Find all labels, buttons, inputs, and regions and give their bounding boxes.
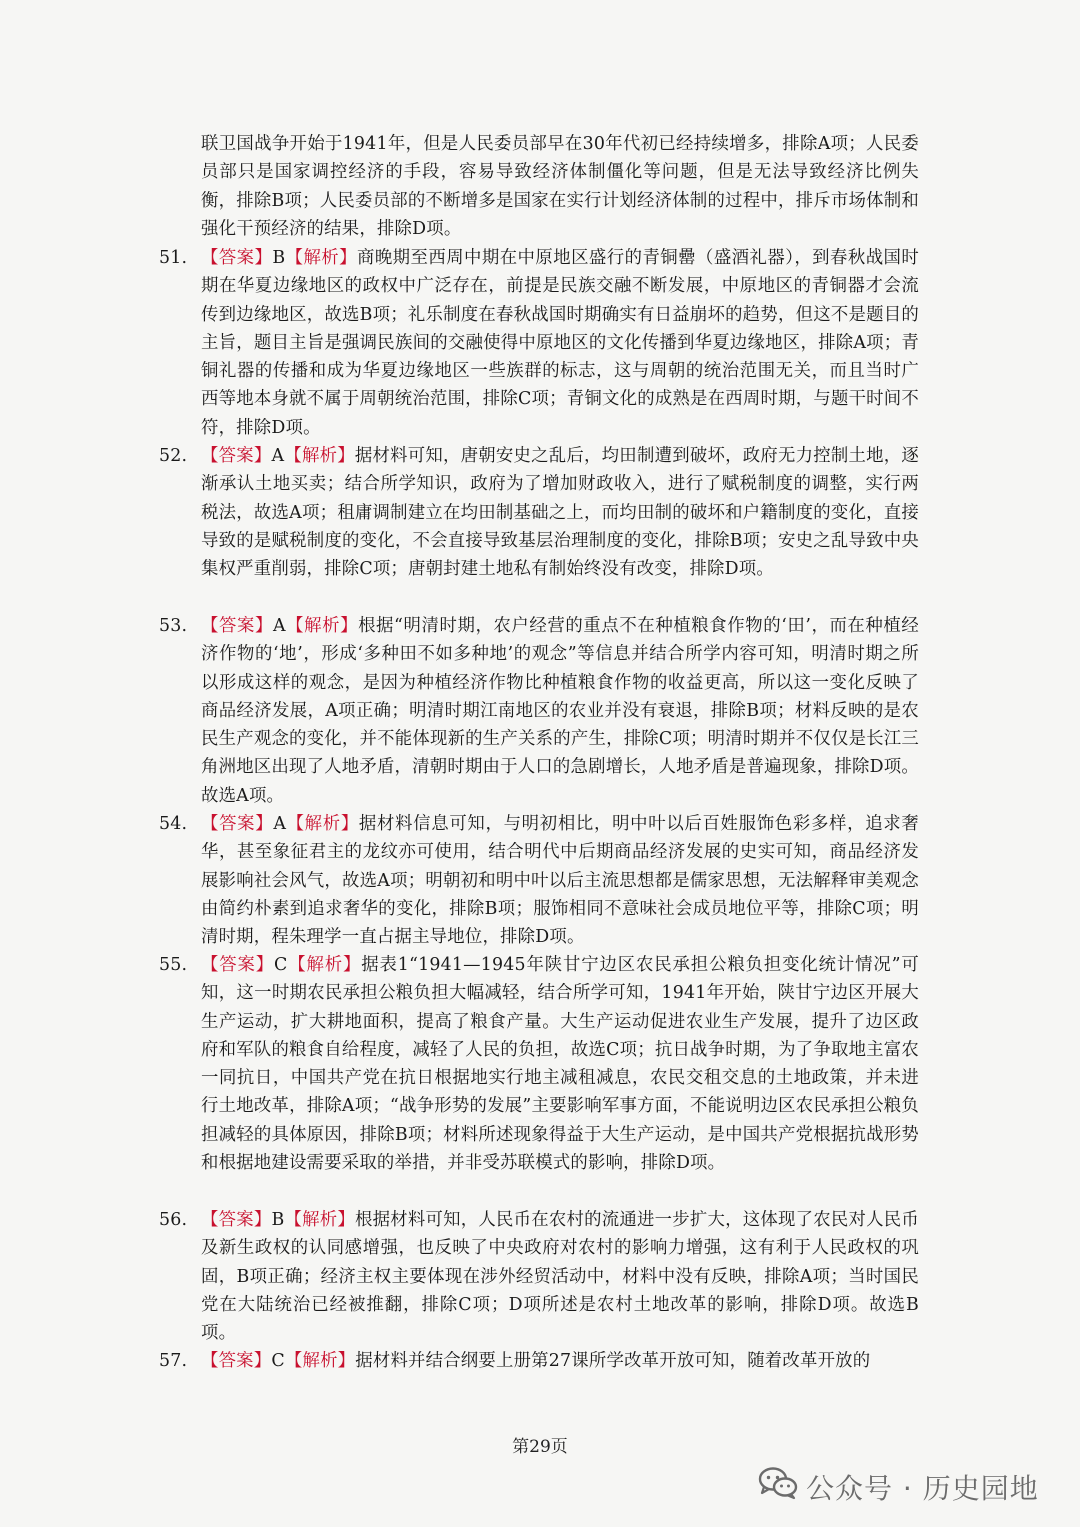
wechat-icon	[758, 1466, 798, 1507]
analysis-label: 【解析】	[285, 248, 357, 268]
intro-paragraph: 联卫国战争开始于1941年，但是人民委员部早在30年代初已经持续增多，排除A项；人民委员部只是国家调控经济的手段，容易导致经济体制僵化等问题，但是无法导致经济比例失衡，排除B项；人民委员部的不断增多是国家在实行计划经济体制的过程中，排斥市场体制和强化干预经济的结果，排除D项。	[201, 134, 919, 239]
item-number: 57.	[159, 1351, 188, 1371]
answer-item	[159, 810, 919, 951]
answer-item	[159, 1347, 919, 1375]
answer-label: 【答案】	[201, 814, 274, 834]
analysis-label: 【解析】	[286, 814, 359, 834]
answer-label: 【答案】	[201, 955, 275, 975]
item-number: 55.	[159, 955, 188, 975]
item-number: 56.	[159, 1210, 188, 1230]
analysis-label: 【解析】	[284, 1210, 356, 1230]
analysis-text: 据材料并结合纲要上册第27课所学改革开放可知，随着改革开放的	[355, 1351, 871, 1371]
watermark-text: 公众号 · 历史园地	[806, 1471, 1039, 1505]
answer-item	[159, 951, 919, 1177]
answer-label: 【答案】	[201, 1351, 272, 1371]
item-number: 51.	[159, 248, 188, 268]
item-number: 53.	[159, 616, 188, 636]
analysis-text: 商晚期至西周中期在中原地区盛行的青铜罍（盛酒礼器），到春秋战国时期在华夏边缘地区的政权中广泛存在，前提是民族交融不断发展，中原地区的青铜器才会流传到边缘地区，故选B项；礼乐制度在春秋战国时期确实有日益崩坏的趋势，但这不是题目的主旨，题目主旨是强调民族间的交融使得中原地区的文化传播到华夏边缘地区，排除A项；青铜礼器的传播和成为华夏边缘地区一些族群的标志，这与周朝的统治范围无关，而且当时广西等地本身就不属于周朝统治范围，排除C项；青铜文化的成熟是在西周时期，与题干时间不符，排除D项。	[201, 248, 919, 438]
item-number: 54.	[159, 814, 188, 834]
answer-letter: A	[272, 616, 286, 636]
analysis-label: 【解析】	[285, 616, 359, 636]
analysis-text: 根据材料可知，人民币在农村的流通进一步扩大，这体现了农民对人民币及新生政权的认同感增强，也反映了中央政府对农村的影响力增强，这有利于人民政权的巩固，B项正确；经济主权主要体现在涉外经贸活动中，材料中没有反映，排除A项；当时国民党在大陆统治已经被推翻，排除C项；D项所述是农村土地改革的影响，排除D项。故选B项。	[201, 1210, 919, 1344]
answer-letter: A	[271, 446, 285, 466]
page-number: 第29页	[512, 1437, 568, 1457]
item-number: 52.	[159, 446, 188, 466]
answer-label: 【答案】	[201, 248, 273, 268]
analysis-text: 据材料可知，唐朝安史之乱后，均田制遭到破坏，政府无力控制土地，逐渐承认土地买卖；结合所学知识，政府为了增加财政收入，进行了赋税制度的调整，实行两税法，故选A项；租庸调制建立在均田制基础之上，而均田制的破坏和户籍制度的变化，直接导致的是赋税制度的变化，不会直接导致基层治理制度的变化，排除B项；安史之乱导致中央集权严重削弱，排除C项；唐朝封建土地私有制始终没有改变，排除D项。	[201, 446, 919, 580]
analysis-label: 【解析】	[284, 446, 355, 466]
answer-label: 【答案】	[201, 446, 272, 466]
watermark	[758, 1466, 1039, 1507]
analysis-text: 据材料信息可知，与明初相比，明中叶以后百姓服饰色彩多样，追求奢华，甚至象征君主的龙纹亦可使用，结合明代中后期商品经济发展的史实可知，商品经济发展影响社会风气，故选A项；明朝初和明中叶以后主流思想都是儒家思想，无法解释审美观念由简约朴素到追求奢华的变化，排除B项；服饰相同不意味社会成员地位平等，排除C项；明清时期，程朱理学一直占据主导地位，排除D项。	[201, 814, 919, 948]
answer-letter: C	[271, 1351, 285, 1371]
answer-item	[159, 442, 919, 583]
answer-label: 【答案】	[201, 1210, 272, 1230]
answer-letter: A	[273, 814, 287, 834]
answer-item	[159, 1206, 919, 1347]
analysis-text: 根据“明清时期，农户经营的重点不在种植粮食作物的‘田’，而在种植经济作物的‘地’，形成‘多种田不如多种地’的观念”等信息并结合所学内容可知，明清时期之所以形成这样的观念，是因为种植经济作物比种植粮食作物的收益更高，所以这一变化反映了商品经济发展，A项正确；明清时期江南地区的农业并没有衰退，排除B项；材料反映的是农民生产观念的变化，并不能体现新的生产关系的产生，排除C项；明清时期并不仅仅是长江三角洲地区出现了人地矛盾，清朝时期由于人口的急剧增长，人地矛盾是普遍现象，排除D项。故选A项。	[201, 616, 919, 806]
answer-label: 【答案】	[201, 616, 273, 636]
analysis-text: 据表1“1941—1945年陕甘宁边区农民承担公粮负担变化统计情况”可知，这一时期农民承担公粮负担大幅减轻，结合所学可知，1941年开始，陕甘宁边区开展大生产运动，扩大耕地面积，提高了粮食产量。大生产运动促进农业生产发展，提升了边区政府和军队的粮食自给程度，减轻了人民的负担，故选C项；抗日战争时期，为了争取地主富农一同抗日，中国共产党在抗日根据地实行地主减租减息，农民交租交息的土地政策，并未进行土地改革，排除A项；“战争形势的发展”主要影响军事方面，不能说明边区农民承担公粮负担减轻的具体原因，排除B项；材料所述现象得益于大生产运动，是中国共产党根据抗战形势和根据地建设需要采取的举措，并非受苏联模式的影响，排除D项。	[201, 955, 919, 1174]
analysis-label: 【解析】	[287, 955, 362, 975]
answer-letter: B	[271, 1210, 285, 1230]
answer-item	[159, 244, 919, 442]
answer-letter: B	[272, 248, 286, 268]
answer-item	[159, 612, 919, 810]
analysis-label: 【解析】	[284, 1351, 356, 1371]
answer-letter: C	[274, 955, 288, 975]
